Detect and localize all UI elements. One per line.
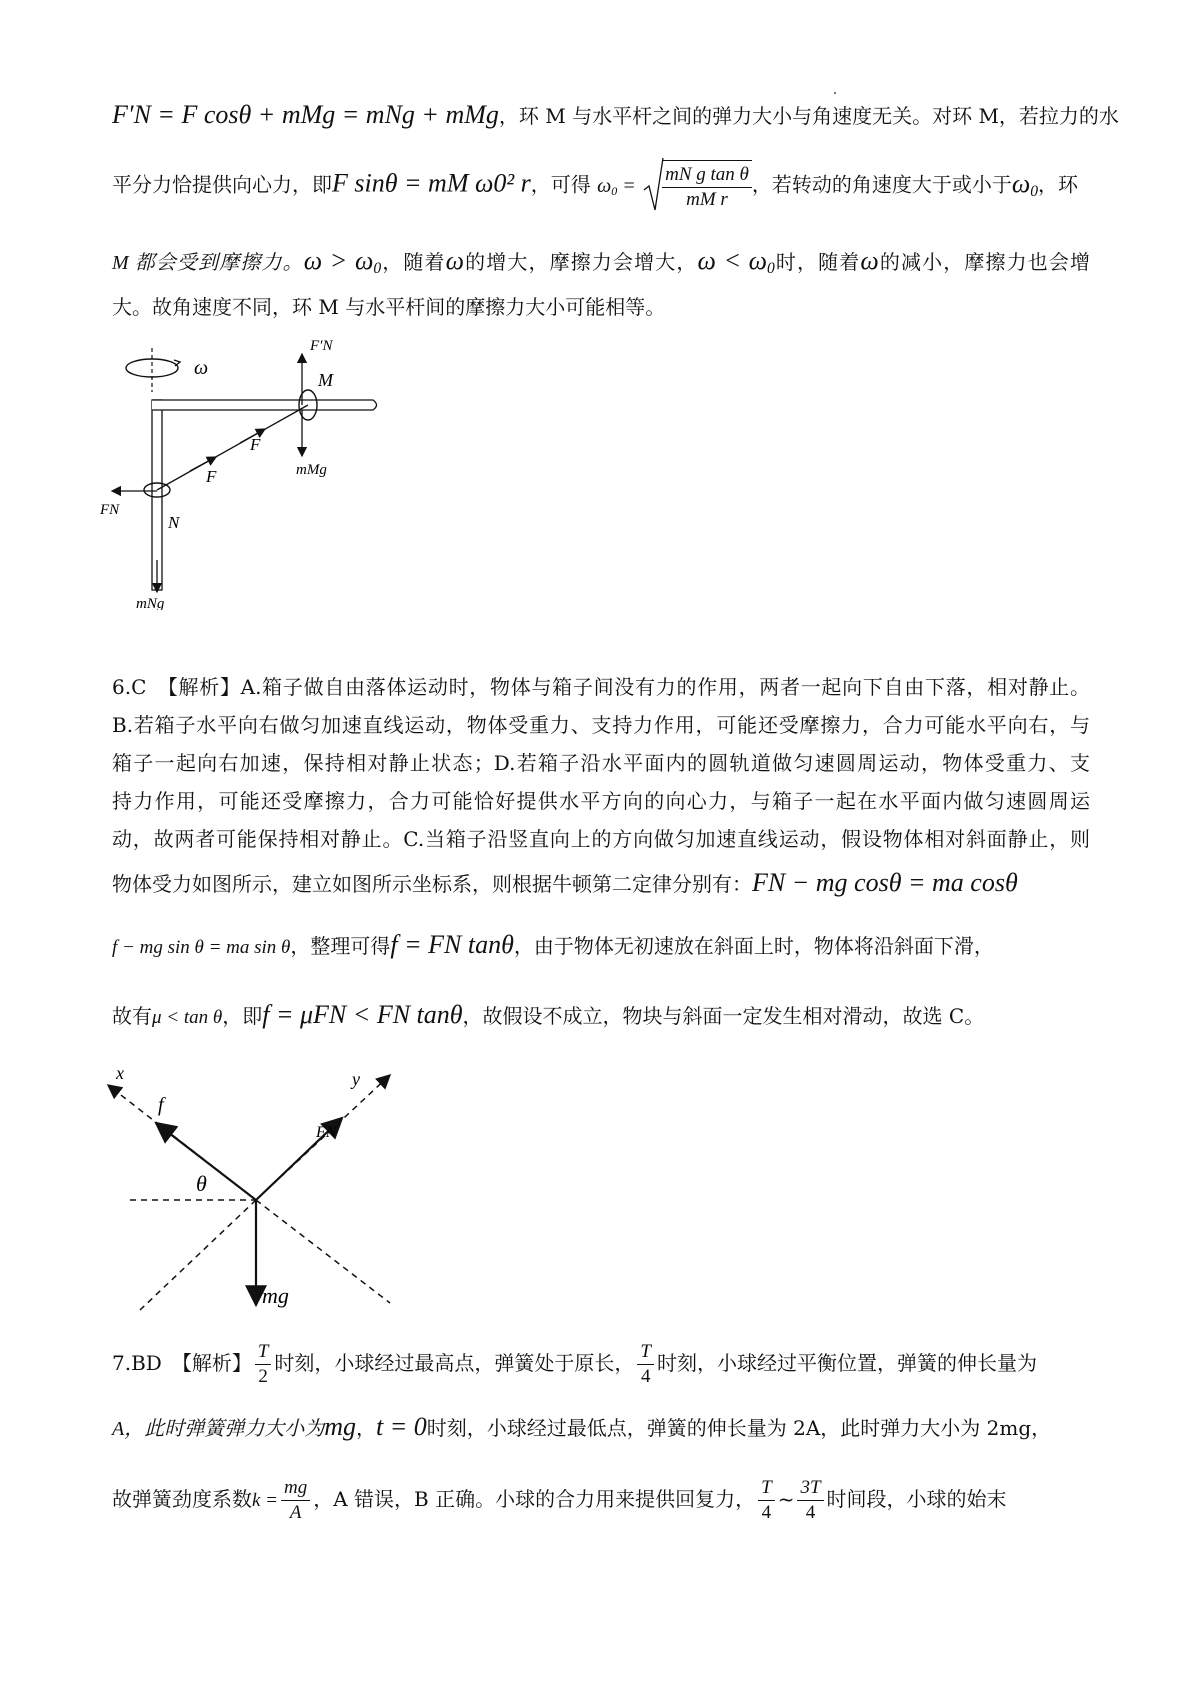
- fraction-denominator: A: [289, 1502, 302, 1523]
- fraction-numerator: T: [255, 1340, 272, 1365]
- text: A，此时弹簧弹力大小为: [112, 1418, 325, 1440]
- label-n-ring: N: [168, 513, 180, 532]
- fraction-numerator: mg: [281, 1476, 310, 1501]
- symbol-mg: mg: [324, 1412, 356, 1441]
- symbol-k: k =: [252, 1490, 279, 1511]
- horizontal-rod: [152, 400, 377, 410]
- omega-greater: $\omega > \omega_0$: [303, 246, 382, 277]
- omega-less: $\omega < \omega_0$: [697, 246, 775, 277]
- text: 时刻，小球经过平衡位置，弹簧的伸长量为: [656, 1351, 1037, 1375]
- label-m-ring: M: [318, 370, 333, 390]
- label-f: f: [158, 1094, 164, 1116]
- label-theta: θ: [196, 1171, 207, 1196]
- equation-friction: f − mg sin θ = ma sin θ: [112, 937, 291, 958]
- text: ，故假设不成立，物块与斜面一定发生相对滑动，故选 C。: [462, 1004, 985, 1028]
- sec6-line3: 箱子一起向右加速，保持相对静止状态；D.若箱子沿水平面内的圆轨道做匀速圆周运动，物体受重力、支: [112, 751, 1090, 775]
- fraction-numerator: T: [637, 1340, 654, 1365]
- omega0-fraction: [662, 160, 752, 212]
- label-omega: ω: [194, 357, 209, 379]
- sqrt-expression: [642, 160, 752, 212]
- text: 7.BD 【解析】: [112, 1351, 252, 1375]
- figure-rotating-rods: [90, 330, 430, 610]
- text: ，若转动的角速度大于或小于: [751, 172, 1012, 197]
- sec6-line5: 动，故两者可能保持相对静止。C.当箱子沿竖直向上的方向做匀加速直线运动，假设物体相对斜面静止，则: [112, 827, 1090, 851]
- text: 时刻，小球经过最高点，弹簧处于原长，: [274, 1351, 635, 1375]
- fraction-numerator: T: [758, 1476, 775, 1501]
- sec7-line3: [112, 1476, 1090, 1525]
- omega0-inline: $\omega_0$: [1011, 168, 1039, 200]
- omega0-symbol: $\omega_0$ =: [597, 174, 636, 198]
- text: 时刻，小球经过最低点，弹簧的伸长量为 2A，此时弹力大小为 2mg，: [426, 1416, 1052, 1440]
- sec6-line6: [112, 868, 1090, 899]
- equation-t-zero: t = 0: [376, 1412, 427, 1441]
- text: ，随着: [381, 250, 446, 274]
- sec6-line8: [112, 1000, 1090, 1033]
- text: ，环: [1038, 172, 1079, 197]
- text: 时，随着: [774, 250, 861, 274]
- label-mmg: mMg: [296, 462, 327, 478]
- text: 时间段，小球的始末: [826, 1487, 1007, 1511]
- inequality-friction: f = μFN < FN tanθ: [262, 1000, 463, 1029]
- equation-newton-normal: FN − mg cosθ = ma cosθ: [752, 868, 1018, 897]
- text: 平分力恰提供向心力，即: [112, 172, 332, 197]
- equation-f-tan: f = FN tanθ: [390, 930, 514, 959]
- text: 故有: [112, 1004, 152, 1028]
- text: ，由于物体无初速放在斜面上时，物体将沿斜面下滑，: [513, 934, 994, 958]
- sec5-line3: [112, 246, 1090, 284]
- text: ，: [356, 1416, 376, 1440]
- label-f-upper: F: [250, 435, 261, 454]
- fraction-denominator: mM r: [686, 189, 728, 210]
- fraction-t-over-4: [758, 1476, 775, 1525]
- equation-centripetal: F sinθ = mM ω0² r: [332, 168, 531, 198]
- inequality-mu: μ < tan θ: [152, 1007, 223, 1028]
- text: 的减小，摩擦力也会增: [878, 250, 1091, 274]
- label-fn: FN: [316, 1124, 337, 1141]
- sec7-line2: [112, 1412, 1090, 1444]
- y-axis-extension: [140, 1200, 256, 1310]
- fraction-numerator: mN g tan θ: [662, 163, 752, 188]
- text: ，环 M 与水平杆之间的弹力大小与角速度无关。对环 M，若拉力的水: [498, 104, 1119, 128]
- sec5-line1: [112, 100, 1119, 131]
- omega-symbol: ω: [860, 246, 879, 275]
- fraction-denominator: 4: [805, 1502, 816, 1523]
- fraction-numerator: 3T: [797, 1476, 823, 1501]
- label-mng: mNg: [136, 596, 165, 610]
- fraction-k: [281, 1476, 310, 1525]
- fraction-t-over-4: [637, 1340, 654, 1389]
- fraction-denominator: 2: [258, 1366, 268, 1387]
- fraction-3t-over-4: [797, 1476, 823, 1525]
- label-fn-prime: F′N: [310, 338, 333, 354]
- label-f-lower: F: [206, 467, 217, 486]
- tilde: ~: [777, 1487, 795, 1511]
- sec6-line7: [112, 930, 1090, 963]
- sec5-line4: 大。故角速度不同，环 M 与水平杆间的摩擦力大小可能相等。: [112, 295, 666, 319]
- label-x: x: [116, 1063, 124, 1083]
- sec6-line2: B.若箱子水平向右做匀加速直线运动，物体受重力、支持力作用，可能还受摩擦力，合力可能水平向右，与: [112, 713, 1090, 737]
- sec7-line1: [112, 1340, 1090, 1389]
- omega-symbol: ω: [445, 246, 464, 275]
- fraction-denominator: 4: [761, 1502, 772, 1523]
- label-fn: FN: [100, 502, 120, 518]
- speck: [834, 92, 836, 94]
- text: 的增大，摩擦力会增大，: [463, 250, 698, 274]
- label-mg: mg: [262, 1283, 289, 1308]
- text: ，A 错误，B 正确。小球的合力用来提供回复力，: [313, 1487, 756, 1511]
- sec5-line2: [112, 160, 1090, 212]
- rotation-ellipse: [126, 359, 178, 377]
- fraction-t-over-2: [255, 1340, 272, 1389]
- sec6-line4: 持力作用，可能还受摩擦力，合力可能恰好提供水平方向的向心力，与箱子一起在水平面内做匀速圆周运: [112, 789, 1090, 813]
- text: M 都会受到摩擦力。: [112, 252, 304, 274]
- figure-force-diagram: [100, 1055, 420, 1320]
- label-y: y: [352, 1069, 360, 1089]
- text: ，可得: [530, 172, 591, 197]
- text: 故弹簧劲度系数: [112, 1487, 252, 1511]
- sec6-line1: 6.C 【解析】A.箱子做自由落体运动时，物体与箱子间没有力的作用，两者一起向下自由下落，相对静止。: [112, 675, 1090, 699]
- text: 物体受力如图所示，建立如图所示坐标系，则根据牛顿第二定律分别有：: [112, 872, 752, 896]
- string: [157, 405, 308, 490]
- fraction-denominator: 4: [640, 1366, 651, 1387]
- text: ，即: [222, 1004, 263, 1028]
- text: ，整理可得: [290, 934, 391, 958]
- equation-fn-prime: F′N = F cosθ + mMg = mNg + mMg: [112, 100, 499, 129]
